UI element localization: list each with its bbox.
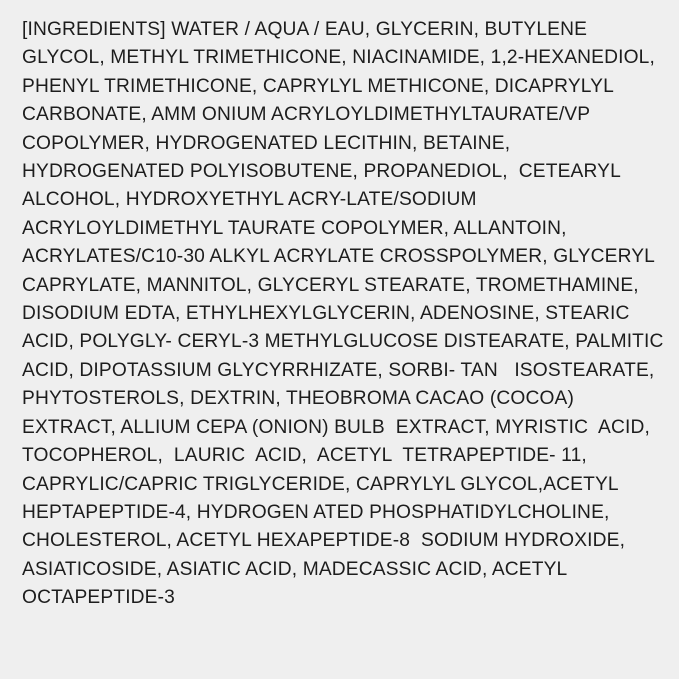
ingredients-paragraph: [INGREDIENTS] WATER / AQUA / EAU, GLYCERIN, BUTYLENE GLYCOL, METHYL TRIMETHICONE, NIACINAMIDE, 1,2-HEXANEDIOL, PHENYL TRIMETHICONE, CAPRYLYL METHICONE, DICAPRYLYL CARBONATE, AMM ONIUM ACRYLOYLDIMETHYLTAURATE/VP COPOLYMER, HYDROGENATED LECITHIN, BETAINE, HYDROGENATED POLYISOBUTENE, PROPANEDIOL, CETEARYL ALCOHOL, HYDROXYETHYL ACRY-LATE/SODIUM ACRYLOYLDIMETHYL TAURATE COPOLYMER, ALLANTOIN, ACRYLATES/C10-30 ALKYL ACRYLATE CROSSPOLYMER, GLYCERYL CAPRYLATE, MANNITOL, GLYCERYL STEARATE, TROMETHAMINE, DISODIUM EDTA, ETHYLHEXYLGLYCERIN, ADENOSINE, STEARIC ACID, POLYGLY- CERYL-3 METHYLGLUCOSE DISTEARATE, PALMITIC ACID, DIPOTASSIUM GLYCYRRHIZATE, SORBI- TAN ISOSTEARATE, PHYTOSTEROLS, DEXTRIN, THEOBROMA CACAO (COCOA) EXTRACT, ALLIUM CEPA (ONION) BULB EXTRACT, MYRISTIC ACID, TOCOPHEROL, LAURIC ACID, ACETYL TETRAPEPTIDE- 11, CAPRYLIC/CAPRIC TRIGLYCERIDE, CAPRYLYL GLYCOL,ACETYL HEPTAPEPTIDE-4, HYDROGEN ATED PHOSPHATIDYLCHOLINE, CHOLESTEROL, ACETYL HEXAPEPTIDE-8 SODIUM HYDROXIDE, ASIATICOSIDE, ASIATIC ACID, MADECASSIC ACID, ACETYL OCTAPEPTIDE-3 (22, 19, 668, 609)
